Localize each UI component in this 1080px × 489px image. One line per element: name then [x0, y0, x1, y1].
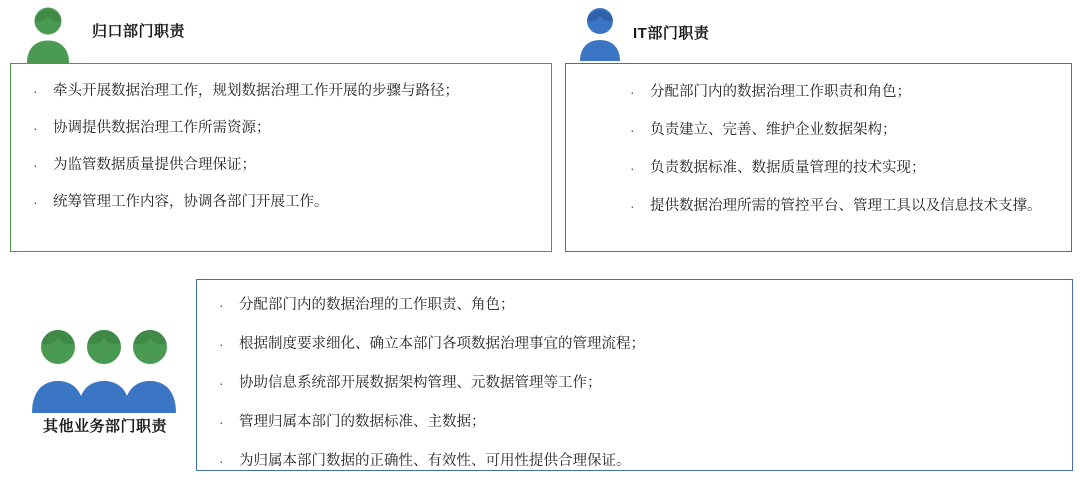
group-content-box	[565, 63, 1072, 252]
list-item-text: 协助信息系统部开展数据架构管理、元数据管理等工作；	[239, 375, 602, 391]
list-item	[19, 191, 535, 213]
list-item	[205, 411, 1055, 433]
list-item-text: 协调提供数据治理工作所需资源；	[53, 120, 271, 136]
person-blue-icon	[571, 6, 629, 62]
list-item	[205, 450, 1055, 472]
list-item-text: 为归属本部门数据的正确性、有效性、可用性提供合理保证。	[239, 453, 631, 469]
responsibility-list	[19, 80, 535, 228]
bullet-icon: ·	[219, 297, 224, 313]
list-item	[616, 195, 1066, 217]
bullet-icon: ·	[219, 414, 224, 430]
list-item-text: 牵头开展数据治理工作，规划数据治理工作开展的步骤与路径；	[53, 83, 459, 99]
group-title: 其他业务部门职责	[42, 418, 167, 435]
list-item-text: 分配部门内的数据治理的工作职责、角色；	[239, 297, 515, 313]
bullet-icon: ·	[219, 453, 224, 469]
group-title: IT部门职责	[633, 25, 710, 42]
group-other-business-departments	[10, 275, 1075, 471]
list-item-text: 为监管数据质量提供合理保证；	[53, 157, 256, 173]
group-standardization-department	[10, 4, 550, 254]
bullet-icon: ·	[219, 375, 224, 391]
group-content-box	[10, 63, 552, 252]
person-green-icon	[18, 6, 78, 64]
bullet-icon: ·	[630, 160, 635, 176]
list-item-text: 管理归属本部门的数据标准、主数据；	[239, 414, 486, 430]
bullet-icon: ·	[33, 83, 38, 99]
bullet-icon: ·	[33, 194, 38, 210]
list-item-text: 统筹管理工作内容，协调各部门开展工作。	[53, 194, 329, 210]
list-item-text: 负责数据标准、数据质量管理的技术实现；	[650, 160, 926, 176]
list-item	[19, 117, 535, 139]
list-item-text: 根据制度要求细化、确立本部门各项数据治理事宜的管理流程；	[239, 336, 645, 352]
responsibility-list	[205, 294, 1055, 489]
bullet-icon: ·	[33, 157, 38, 173]
group-content-box	[196, 279, 1073, 471]
list-item	[205, 333, 1055, 355]
list-item	[616, 81, 1066, 103]
group-it-department	[565, 4, 1075, 254]
list-item	[616, 119, 1066, 141]
responsibility-list	[616, 81, 1066, 233]
list-item-text: 提供数据治理所需的管控平台、管理工具以及信息技术支撑。	[650, 198, 1042, 214]
list-item	[205, 372, 1055, 394]
list-item-text: 负责建立、完善、维护企业数据架构；	[650, 122, 897, 138]
bullet-icon: ·	[630, 84, 635, 100]
list-item	[19, 80, 535, 102]
bullet-icon: ·	[630, 198, 635, 214]
list-item	[616, 157, 1066, 179]
bullet-icon: ·	[219, 336, 224, 352]
people-group-icon	[24, 325, 184, 415]
bullet-icon: ·	[33, 120, 38, 136]
group-title: 归口部门职责	[92, 23, 186, 40]
list-item	[19, 154, 535, 176]
bullet-icon: ·	[630, 122, 635, 138]
list-item-text: 分配部门内的数据治理工作职责和角色；	[650, 84, 911, 100]
list-item	[205, 294, 1055, 316]
